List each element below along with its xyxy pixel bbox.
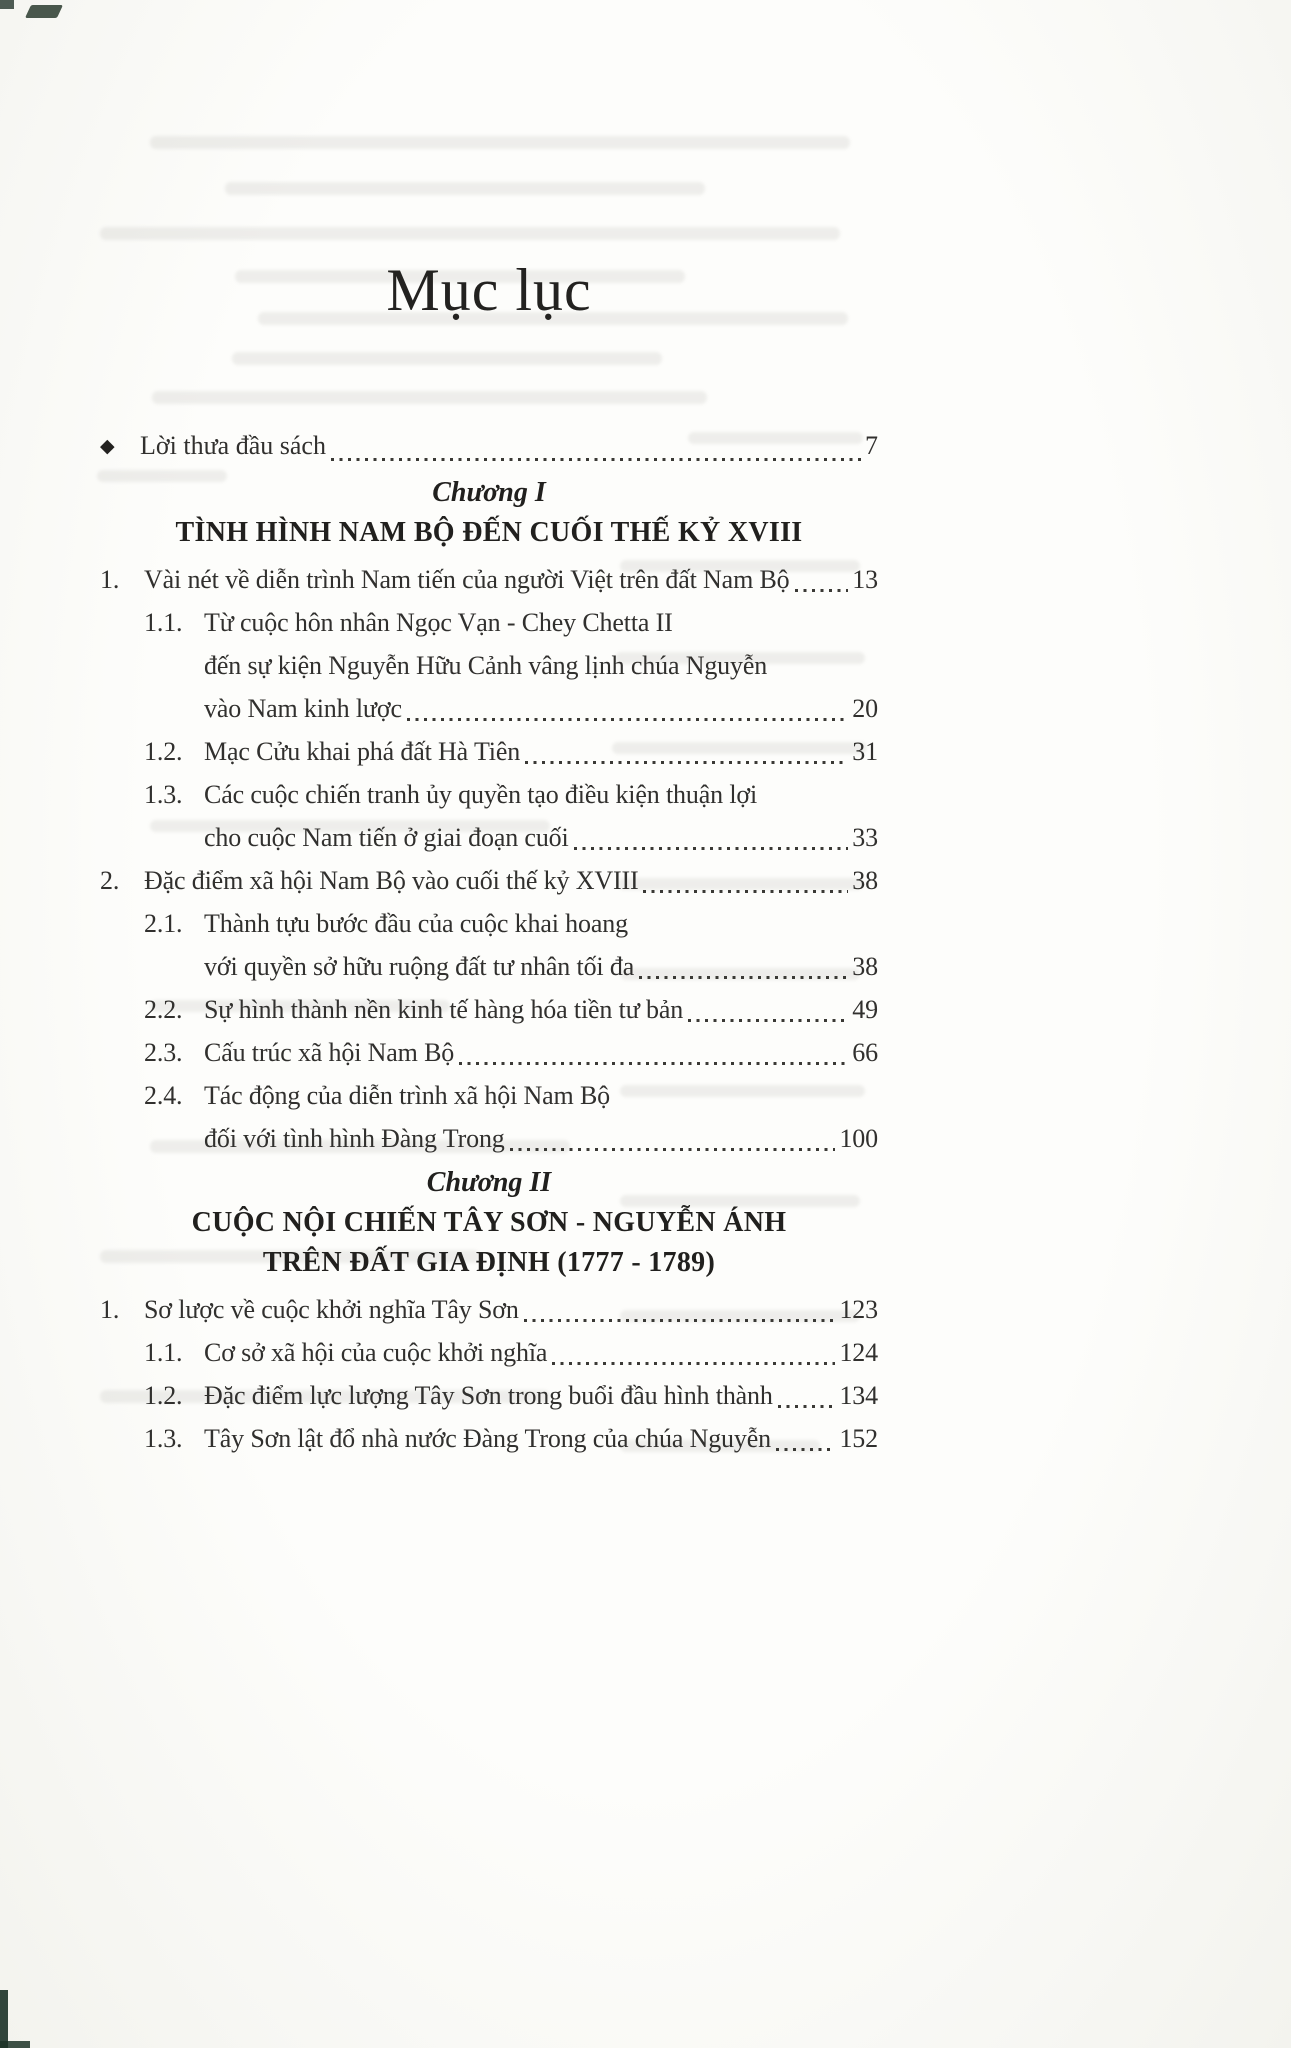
- toc-entry: [100, 558, 878, 601]
- entry-text: Mạc Cửu khai phá đất Hà Tiên: [204, 737, 521, 766]
- entry-text: đối với tình hình Đàng Trong: [204, 1124, 505, 1153]
- entry-text: với quyền sở hữu ruộng đất tư nhân tối đa: [204, 952, 635, 981]
- diamond-bullet-icon: ◆: [100, 436, 115, 457]
- entry-body: [204, 1331, 878, 1374]
- entry-text: Thành tựu bước đầu của cuộc khai hoang: [204, 909, 628, 938]
- entry-line: [204, 773, 878, 816]
- dot-leader: [639, 976, 848, 979]
- entry-number: 2.: [100, 866, 120, 895]
- toc-entry: [100, 773, 878, 859]
- entry-line: [204, 1417, 878, 1460]
- entry-body: [204, 730, 878, 773]
- entry-body: [204, 1417, 878, 1460]
- entry-number: 1.2.: [144, 737, 183, 766]
- entry-line: [204, 1331, 878, 1374]
- entry-body: [144, 859, 878, 902]
- entry-line: [204, 644, 878, 687]
- entry-line: [204, 730, 878, 773]
- entry-number: 2.2.: [144, 995, 183, 1024]
- entry-body: [204, 773, 878, 859]
- chapter-heading: Chương II: [426, 1167, 552, 1198]
- toc-entry: [100, 1417, 878, 1460]
- entry-text: Sự hình thành nền kinh tế hàng hóa tiền tư bản: [204, 995, 684, 1024]
- entry-page: 31: [852, 737, 878, 766]
- entry-line: [204, 1374, 878, 1417]
- chapter-title: [100, 513, 878, 553]
- entry-number: 1.1.: [144, 1338, 183, 1367]
- toc-entry: [100, 601, 878, 730]
- dot-leader: [524, 1319, 836, 1322]
- entry-line: [144, 1288, 878, 1331]
- binding-edge-artifact: [0, 2041, 30, 2048]
- dot-leader: [574, 847, 849, 850]
- dot-leader: [795, 589, 849, 592]
- entry-number: 1.: [100, 565, 120, 594]
- dot-leader: [778, 1405, 836, 1408]
- entry-text: Cấu trúc xã hội Nam Bộ: [204, 1038, 455, 1067]
- entry-text: Tác động của diễn trình xã hội Nam Bộ: [204, 1081, 611, 1110]
- entry-line: [204, 945, 878, 988]
- entry-line: [144, 558, 878, 601]
- front-matter-entry: [100, 424, 878, 470]
- entry-page: 20: [852, 694, 878, 723]
- dot-leader: [525, 761, 848, 764]
- entry-line: [204, 1074, 878, 1117]
- chapter-title: [100, 1203, 878, 1283]
- entry-text: đến sự kiện Nguyễn Hữu Cảnh vâng lịnh chúa Nguyễn: [204, 651, 768, 680]
- entry-line: [204, 687, 878, 730]
- page-title: Mục lục: [386, 257, 592, 323]
- entry-page: 13: [852, 565, 878, 594]
- entry-body: [204, 988, 878, 1031]
- entry-number: 2.4.: [144, 1081, 183, 1110]
- entry-page: 49: [852, 995, 878, 1024]
- dot-leader: [331, 458, 861, 461]
- dot-leader: [407, 718, 848, 721]
- toc-entry: [100, 1331, 878, 1374]
- entry-body: [204, 1374, 878, 1417]
- entry-number: 1.: [100, 1295, 120, 1324]
- entry-text: vào Nam kinh lược: [204, 694, 402, 723]
- entry-number: 1.1.: [144, 608, 183, 637]
- toc-entry: [100, 988, 878, 1031]
- entry-body: [204, 1031, 878, 1074]
- entry-text: Vài nét về diễn trình Nam tiến của người Việt trên đất Nam Bộ: [144, 565, 790, 594]
- dot-leader: [459, 1062, 848, 1065]
- scan-artifact: [0, 0, 14, 9]
- entry-text: Sơ lược về cuộc khởi nghĩa Tây Sơn: [144, 1295, 519, 1324]
- entry-page: 66: [852, 1038, 878, 1067]
- toc-entry: [100, 1031, 878, 1074]
- chapter-title-line: TRÊN ĐẤT GIA ĐỊNH (1777 - 1789): [262, 1247, 716, 1278]
- entry-number: 1.3.: [144, 1424, 183, 1453]
- toc-entry: [100, 859, 878, 902]
- entry-line: [204, 1031, 878, 1074]
- entry-page: 123: [839, 1295, 878, 1324]
- entry-page: 152: [839, 1424, 878, 1453]
- entry-text: Các cuộc chiến tranh ủy quyền tạo điều kiện thuận lợi: [204, 780, 758, 809]
- entry-page: 134: [839, 1381, 878, 1410]
- entry-body: [204, 1074, 878, 1160]
- chapter-heading: Chương I: [432, 477, 546, 508]
- entry-number: 2.3.: [144, 1038, 183, 1067]
- toc-entry: [100, 1374, 878, 1417]
- entry-body: [204, 601, 878, 730]
- entry-text: cho cuộc Nam tiến ở giai đoạn cuối: [204, 823, 569, 852]
- chapter-title-line: TÌNH HÌNH NAM BỘ ĐẾN CUỐI THẾ KỶ XVIII: [175, 517, 803, 548]
- toc-entry: [100, 1288, 878, 1331]
- entry-line: [204, 816, 878, 859]
- dot-leader: [510, 1148, 836, 1151]
- entry-text: Lời thưa đầu sách: [140, 431, 326, 460]
- dot-leader: [688, 1019, 848, 1022]
- binding-edge-artifact: [0, 1990, 8, 2048]
- entry-text: Đặc điểm xã hội Nam Bộ vào cuối thế kỷ XVIII: [144, 866, 639, 895]
- entry-body: [144, 1288, 878, 1331]
- table-of-contents: [100, 0, 878, 1460]
- toc-entry: [100, 730, 878, 773]
- entry-page: 100: [839, 1124, 878, 1153]
- entry-page: 38: [852, 952, 878, 981]
- entry-page: 38: [852, 866, 878, 895]
- entry-body: [204, 902, 878, 988]
- entry-page: 124: [839, 1338, 878, 1367]
- entry-line: [204, 988, 878, 1031]
- entry-number: 2.1.: [144, 909, 183, 938]
- entry-text: Đặc điểm lực lượng Tây Sơn trong buổi đầu hình thành: [204, 1381, 773, 1410]
- entry-text: Từ cuộc hôn nhân Ngọc Vạn - Chey Chetta II: [204, 608, 673, 637]
- dot-leader: [643, 890, 848, 893]
- entry-page: 7: [865, 431, 878, 460]
- toc-entry: [100, 902, 878, 988]
- entry-number: 1.3.: [144, 780, 183, 809]
- toc-entry: [100, 1074, 878, 1160]
- entry-number: 1.2.: [144, 1381, 183, 1410]
- scan-artifact: [25, 5, 63, 18]
- entry-line: [204, 601, 878, 644]
- entry-page: 33: [852, 823, 878, 852]
- entry-line: [144, 859, 878, 902]
- entry-text: Cơ sở xã hội của cuộc khởi nghĩa: [204, 1338, 548, 1367]
- entry-line: [204, 1117, 878, 1160]
- dot-leader: [776, 1448, 835, 1451]
- chapter-title-line: CUỘC NỘI CHIẾN TÂY SƠN - NGUYỄN ÁNH: [191, 1207, 787, 1238]
- entry-text: Tây Sơn lật đổ nhà nước Đàng Trong của chúa Nguyễn: [204, 1424, 771, 1453]
- entry-body: [144, 558, 878, 601]
- entry-line: [204, 902, 878, 945]
- dot-leader: [552, 1362, 835, 1365]
